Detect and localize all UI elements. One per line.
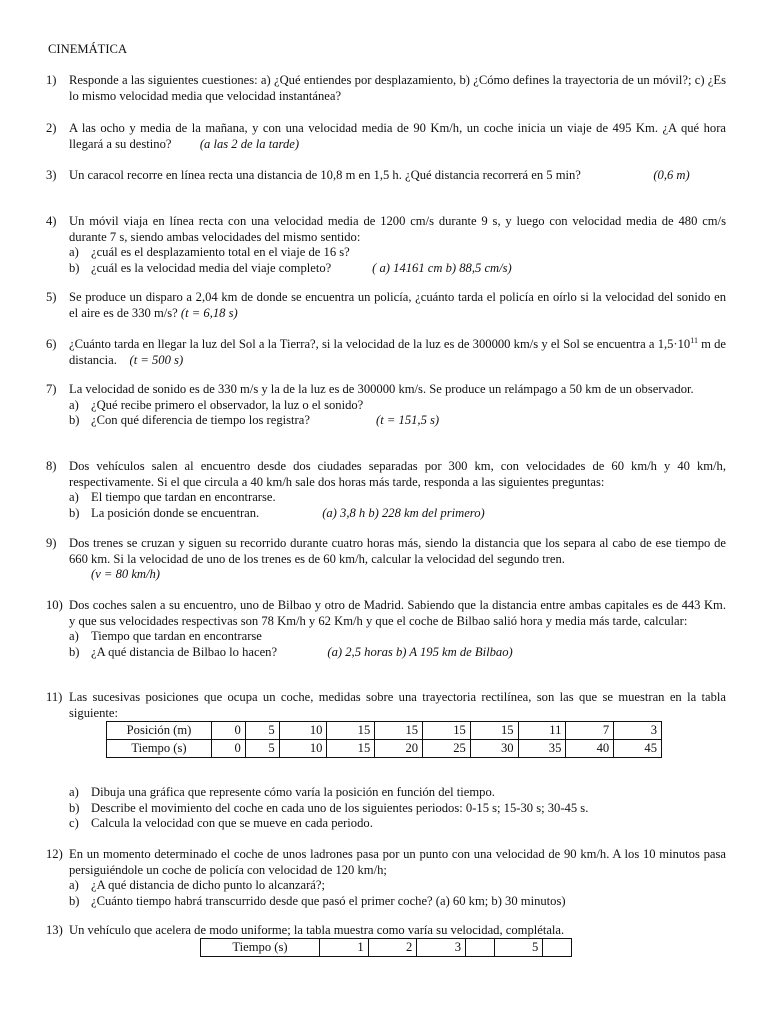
answer: (a las 2 de la tarde) — [199, 136, 300, 151]
table-cell: 3 — [417, 939, 466, 957]
question-9 — [46, 536, 726, 583]
question-text: En un momento determinado el coche de unos ladrones pasa por un punto con una velocidad de 90 km/h. A los 10 minutos pasa persiguiéndole un coche de policía con velocidad de 120 km/h; a) ¿A qué distancia de dicho punto lo alcanzará?; b) ¿Cuánto tiempo habrá transcurrido desde que pasó el primer coche? (a) 60 km; b) 30 minutos) — [69, 847, 726, 908]
page-title: CINEMÁTICA — [48, 42, 128, 56]
table-cell: 30 — [470, 740, 518, 758]
subquestion-a: a) ¿cuál es el desplazamiento total en el viaje de 16 s? — [69, 245, 350, 259]
question-10 — [46, 598, 726, 660]
table-row — [107, 740, 662, 758]
question-number: 11) — [46, 690, 63, 704]
table-cell: 3 — [614, 722, 662, 740]
table-cell: 40 — [566, 740, 614, 758]
table-cell: 15 — [375, 722, 423, 740]
question-4 — [46, 214, 726, 276]
question-text: Se produce un disparo a 2,04 km de donde se encuentra un policía, ¿cuánto tarda el policía en oírlo si la velocidad del sonido en el aire es de 330 m/s? (t = 6,18 s) — [69, 290, 726, 320]
question-7 — [46, 382, 726, 429]
table-cell: 45 — [614, 740, 662, 758]
answer: (t = 500 s) — [129, 352, 184, 367]
row-label-position: Posición (m) — [107, 722, 212, 740]
subquestion-b: b) Describe el movimiento del coche en cada uno de los siguientes periodos: 0-15 s; 15-30 s; 30-45 s. — [69, 800, 589, 815]
subquestion-b: b) La posición donde se encuentran. (a) 3,8 h b) 228 km del primero) — [69, 505, 485, 520]
question-text: Responde a las siguientes cuestiones: a) ¿Qué entiendes por desplazamiento, b) ¿Cómo defines la trayectoria de un móvil?; c) ¿Es lo mismo velocidad media que velocidad instantánea? — [69, 73, 726, 103]
table-cell — [466, 939, 495, 957]
table-cell: 5 — [494, 939, 543, 957]
answer: ( a) 14161 cm b) 88,5 cm/s) — [372, 260, 512, 275]
question-number: 13) — [46, 923, 63, 937]
question-text: Dos coches salen a su encuentro, uno de Bilbao y otro de Madrid. Sabiendo que la distancia entre ambas capitales es de 443 Km. y que sus velocidades respectivas son 78 Km/h y 62 Km/h y que el coche de Bilbao salió hora y media más tarde, calcular: a) Tiempo que tardan en encontrarse b) ¿A qué distancia de Bilbao lo hacen? (a) 2,5 horas b) A 195 km de Bilbao) — [69, 598, 726, 659]
table-cell: 10 — [279, 740, 327, 758]
question-number: 10) — [46, 598, 63, 612]
table-cell: 11 — [518, 722, 566, 740]
table-cell: 5 — [245, 722, 279, 740]
subquestion-b: b) ¿cuál es la velocidad media del viaje completo? ( a) 14161 cm b) 88,5 cm/s) — [69, 260, 512, 275]
table-cell: 25 — [423, 740, 471, 758]
question-number: 9) — [46, 536, 57, 550]
question-text: Un móvil viaja en línea recta con una velocidad media de 1200 cm/s durante 9 s, y luego con velocidad media de 480 cm/s durante 7 s, siendo ambas velocidades del mismo sentido: a) ¿cuál es el desplazamiento total en el viaje de 16 s? b) ¿cuál es la velocidad media del viaje completo? ( a) 14161 cm b) 88,5 cm/s) — [69, 214, 726, 275]
table-cell: 0 — [212, 722, 246, 740]
table-cell: 15 — [470, 722, 518, 740]
table-cell: 7 — [566, 722, 614, 740]
question-text: ¿Cuánto tarda en llegar la luz del Sol a la Tierra?, si la velocidad de la luz es de 300000 km/s y el Sol se encuentra a $1,5\cdot 10^{11}$ m de distancia. (t = 500 s) — [69, 335, 727, 367]
question-3 — [46, 168, 726, 184]
subquestion-a: a) Dibuja una gráfica que represente cómo varía la posición en función del tiempo. — [69, 785, 495, 799]
table-cell: 2 — [368, 939, 417, 957]
table-cell: 15 — [327, 722, 375, 740]
question-number: 5) — [46, 290, 57, 304]
question-11-subquestions — [46, 785, 726, 832]
question-number: 8) — [46, 459, 57, 473]
question-number: 6) — [46, 337, 57, 351]
table-cell: 20 — [375, 740, 423, 758]
table-row — [107, 722, 662, 740]
subquestion-a: a) El tiempo que tardan en encontrarse. — [69, 490, 276, 504]
question-13 — [46, 923, 726, 939]
question-text: Las sucesivas posiciones que ocupa un coche, medidas sobre una trayectoria rectilínea, son las que se muestran en la tabla siguiente: — [69, 690, 726, 720]
question-text: Dos trenes se cruzan y siguen su recorrido durante cuatro horas más, siendo la distancia que los separa al cabo de ese tiempo de 660 km. Si la velocidad de uno de los trenes es de 60 km/h, calcular la velocidad del segundo tren. (v = 80 km/h) — [69, 536, 726, 581]
question-number: 1) — [46, 73, 57, 87]
question-number: 12) — [46, 847, 63, 861]
subquestion-c: c) Calcula la velocidad con que se mueve en cada periodo. — [69, 816, 373, 830]
question-text: La velocidad de sonido es de 330 m/s y la de la luz es de 300000 km/s. Se produce un relámpago a 50 km de un observador. a) ¿Qué recibe primero el observador, la luz o el sonido? b) ¿Con qué diferencia de tiempo los registra? (t = 151,5 s) — [69, 382, 726, 429]
table-cell: 10 — [279, 722, 327, 740]
question-number: 4) — [46, 214, 57, 228]
table-cell: 15 — [423, 722, 471, 740]
table-row — [201, 939, 572, 957]
question-text: Dos vehículos salen al encuentro desde dos ciudades separadas por 300 km, con velocidades de 60 km/h y 40 km/h, respectivamente. Si el que circula a 40 km/h sale dos horas más tarde, responda a las siguientes preguntas: a) El tiempo que tardan en encontrarse. b) La posición donde se encuentran. (a) 3,8 h b) 228 km del primero) — [69, 459, 726, 520]
question-number: 7) — [46, 382, 57, 396]
answer: (v = 80 km/h) — [91, 567, 160, 581]
table-cell: 35 — [518, 740, 566, 758]
velocity-time-table — [200, 938, 572, 957]
question-12 — [46, 847, 726, 909]
question-2 — [46, 121, 726, 152]
table-cell: 0 — [212, 740, 246, 758]
position-time-table — [106, 721, 662, 758]
subquestion-a: a) ¿Qué recibe primero el observador, la luz o el sonido? — [69, 397, 364, 412]
question-5 — [46, 290, 726, 321]
answer: (0,6 m) — [653, 168, 690, 182]
question-text: A las ocho y media de la mañana, y con una velocidad media de 90 Km/h, un coche inicia un viaje de 495 Km. ¿A qué hora llegará a su destino? (a las 2 de la tarde) — [69, 121, 726, 151]
subquestion-b: b) ¿Con qué diferencia de tiempo los registra? (t = 151,5 s) — [69, 413, 440, 427]
question-number: 3) — [46, 168, 57, 182]
subquestion-a: a) Tiempo que tardan en encontrarse — [69, 629, 262, 643]
row-label-time: Tiempo (s) — [107, 740, 212, 758]
question-text: Un caracol recorre en línea recta una distancia de 10,8 m en 1,5 h. ¿Qué distancia recorrerá en 5 min? (0,6 m) — [69, 168, 690, 182]
row-label-time: Tiempo (s) — [201, 939, 320, 957]
question-8 — [46, 459, 726, 521]
question-text: Un vehículo que acelera de modo uniforme; la tabla muestra como varía su velocidad, complétala. — [69, 923, 565, 937]
subquestion-b: b) ¿Cuánto tiempo habrá transcurrido desde que pasó el primer coche? (a) 60 km; b) 30 minutos) — [69, 893, 566, 908]
answer: (a) 3,8 h b) 228 km del primero) — [322, 505, 485, 520]
question-1 — [46, 73, 726, 104]
table-cell: 5 — [245, 740, 279, 758]
question-6 — [46, 337, 726, 368]
question-number: 2) — [46, 121, 57, 135]
answer: (t = 6,18 s) — [180, 305, 238, 320]
table-cell — [543, 939, 572, 957]
question-11 — [46, 690, 726, 721]
table-cell: 15 — [327, 740, 375, 758]
table-cell: 1 — [320, 939, 369, 957]
answer: (t = 151,5 s) — [376, 413, 440, 427]
subquestion-a: a) ¿A qué distancia de dicho punto lo alcanzará?; — [69, 878, 325, 892]
answer: (a) 2,5 horas b) A 195 km de Bilbao) — [327, 644, 513, 659]
subquestion-b: b) ¿A qué distancia de Bilbao lo hacen? (a) 2,5 horas b) A 195 km de Bilbao) — [69, 644, 513, 659]
